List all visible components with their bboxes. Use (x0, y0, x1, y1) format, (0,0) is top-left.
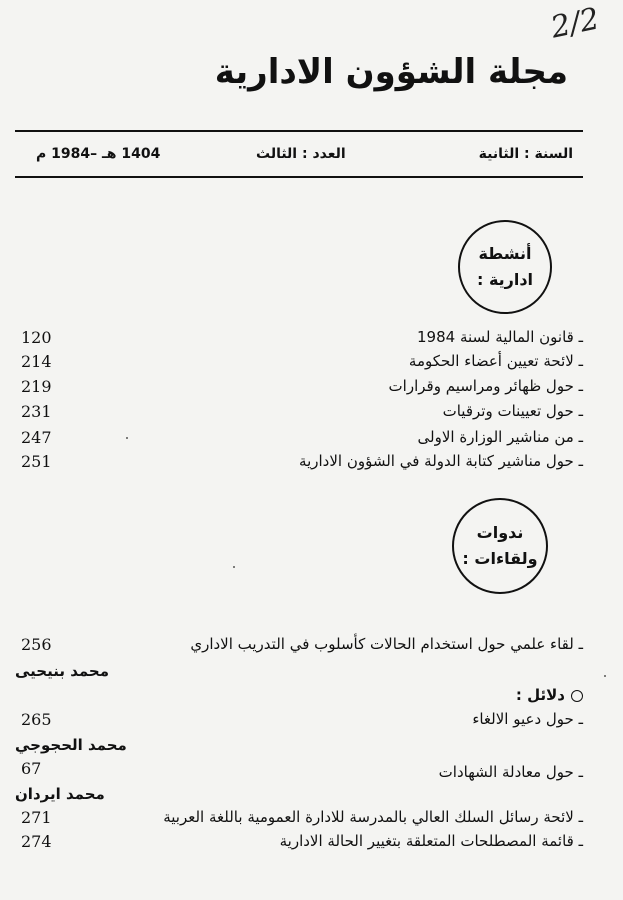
toc-title: ـ لقاء علمي حول استخدام الحالات كأسلوب في التدريب الاداري (190, 635, 583, 653)
header-rule-top (15, 130, 583, 132)
header-rule-bottom (15, 176, 583, 178)
header-issue: العدد : الثالث (256, 146, 346, 162)
toc-author: محمد ايردان (15, 785, 105, 803)
toc-title: ـ حول معادلة الشهادات (438, 763, 583, 781)
toc-page: 214 (21, 352, 52, 371)
toc-row[interactable] (15, 452, 583, 476)
toc-title: ـ حول ظهائر ومراسيم وقرارات (388, 377, 583, 395)
section-seminars-line2: ولقاءات : (462, 549, 538, 568)
circle-bullet-icon (571, 690, 583, 702)
toc-page: 274 (21, 832, 52, 851)
toc-page: 231 (21, 402, 52, 421)
toc-title: ـ لائحة رسائل السلك العالي بالمدرسة للادارة العمومية باللغة العربية (163, 808, 583, 826)
toc-row[interactable] (15, 759, 583, 783)
header-year: السنة : الثانية (478, 146, 573, 162)
toc-title: ـ حول مناشير كتابة الدولة في الشؤون الادارية (299, 452, 583, 470)
section-admin-line2: ادارية : (476, 270, 534, 289)
handwritten-page-note: 2/2 (547, 1, 603, 46)
toc-row[interactable] (15, 352, 583, 376)
scan-speck (233, 566, 235, 568)
scan-speck (126, 437, 128, 439)
toc-row[interactable] (15, 710, 583, 734)
scan-speck (604, 675, 606, 677)
toc-page: 256 (21, 635, 52, 654)
toc-page: 265 (21, 710, 52, 729)
toc-author: محمد بنيحيى (15, 662, 110, 680)
toc-title: ـ حول دعيو الالغاء (472, 710, 583, 728)
section-seminars-line1: ندوات (476, 523, 524, 543)
toc-row[interactable] (15, 328, 583, 352)
toc-page: 219 (21, 377, 52, 396)
toc-page: 120 (21, 328, 52, 347)
toc-row[interactable] (15, 402, 583, 426)
header-date: 1404 هـ –1984 م (36, 146, 161, 162)
section-admin-line1: أنشطة (478, 244, 532, 264)
toc-author: محمد الحجوجي (15, 736, 127, 754)
section-admin-circle (458, 220, 552, 314)
section-evidence-label: دلائل : (515, 686, 565, 704)
toc-row[interactable] (15, 832, 583, 856)
toc-row[interactable] (15, 635, 583, 659)
toc-title: ـ لائحة تعيين أعضاء الحكومة (408, 352, 583, 370)
toc-title: ـ قانون المالية لسنة 1984 (417, 328, 583, 346)
toc-page: 67 (21, 759, 42, 778)
toc-row[interactable] (15, 808, 583, 832)
journal-title: مجلة الشؤون الادارية (214, 52, 568, 92)
toc-row[interactable] (15, 428, 583, 452)
toc-title: ـ حول تعيينات وترقيات (442, 402, 583, 420)
section-evidence-heading (516, 686, 583, 704)
section-seminars-circle (452, 498, 548, 594)
toc-title: ـ قائمة المصطلحات المتعلقة بتغيير الحالة الادارية (279, 832, 583, 850)
toc-title: ـ من مناشير الوزارة الاولى (417, 428, 583, 446)
toc-row[interactable] (15, 377, 583, 401)
toc-page: 251 (21, 452, 52, 471)
toc-page: 271 (21, 808, 52, 827)
toc-page: 247 (21, 428, 52, 447)
